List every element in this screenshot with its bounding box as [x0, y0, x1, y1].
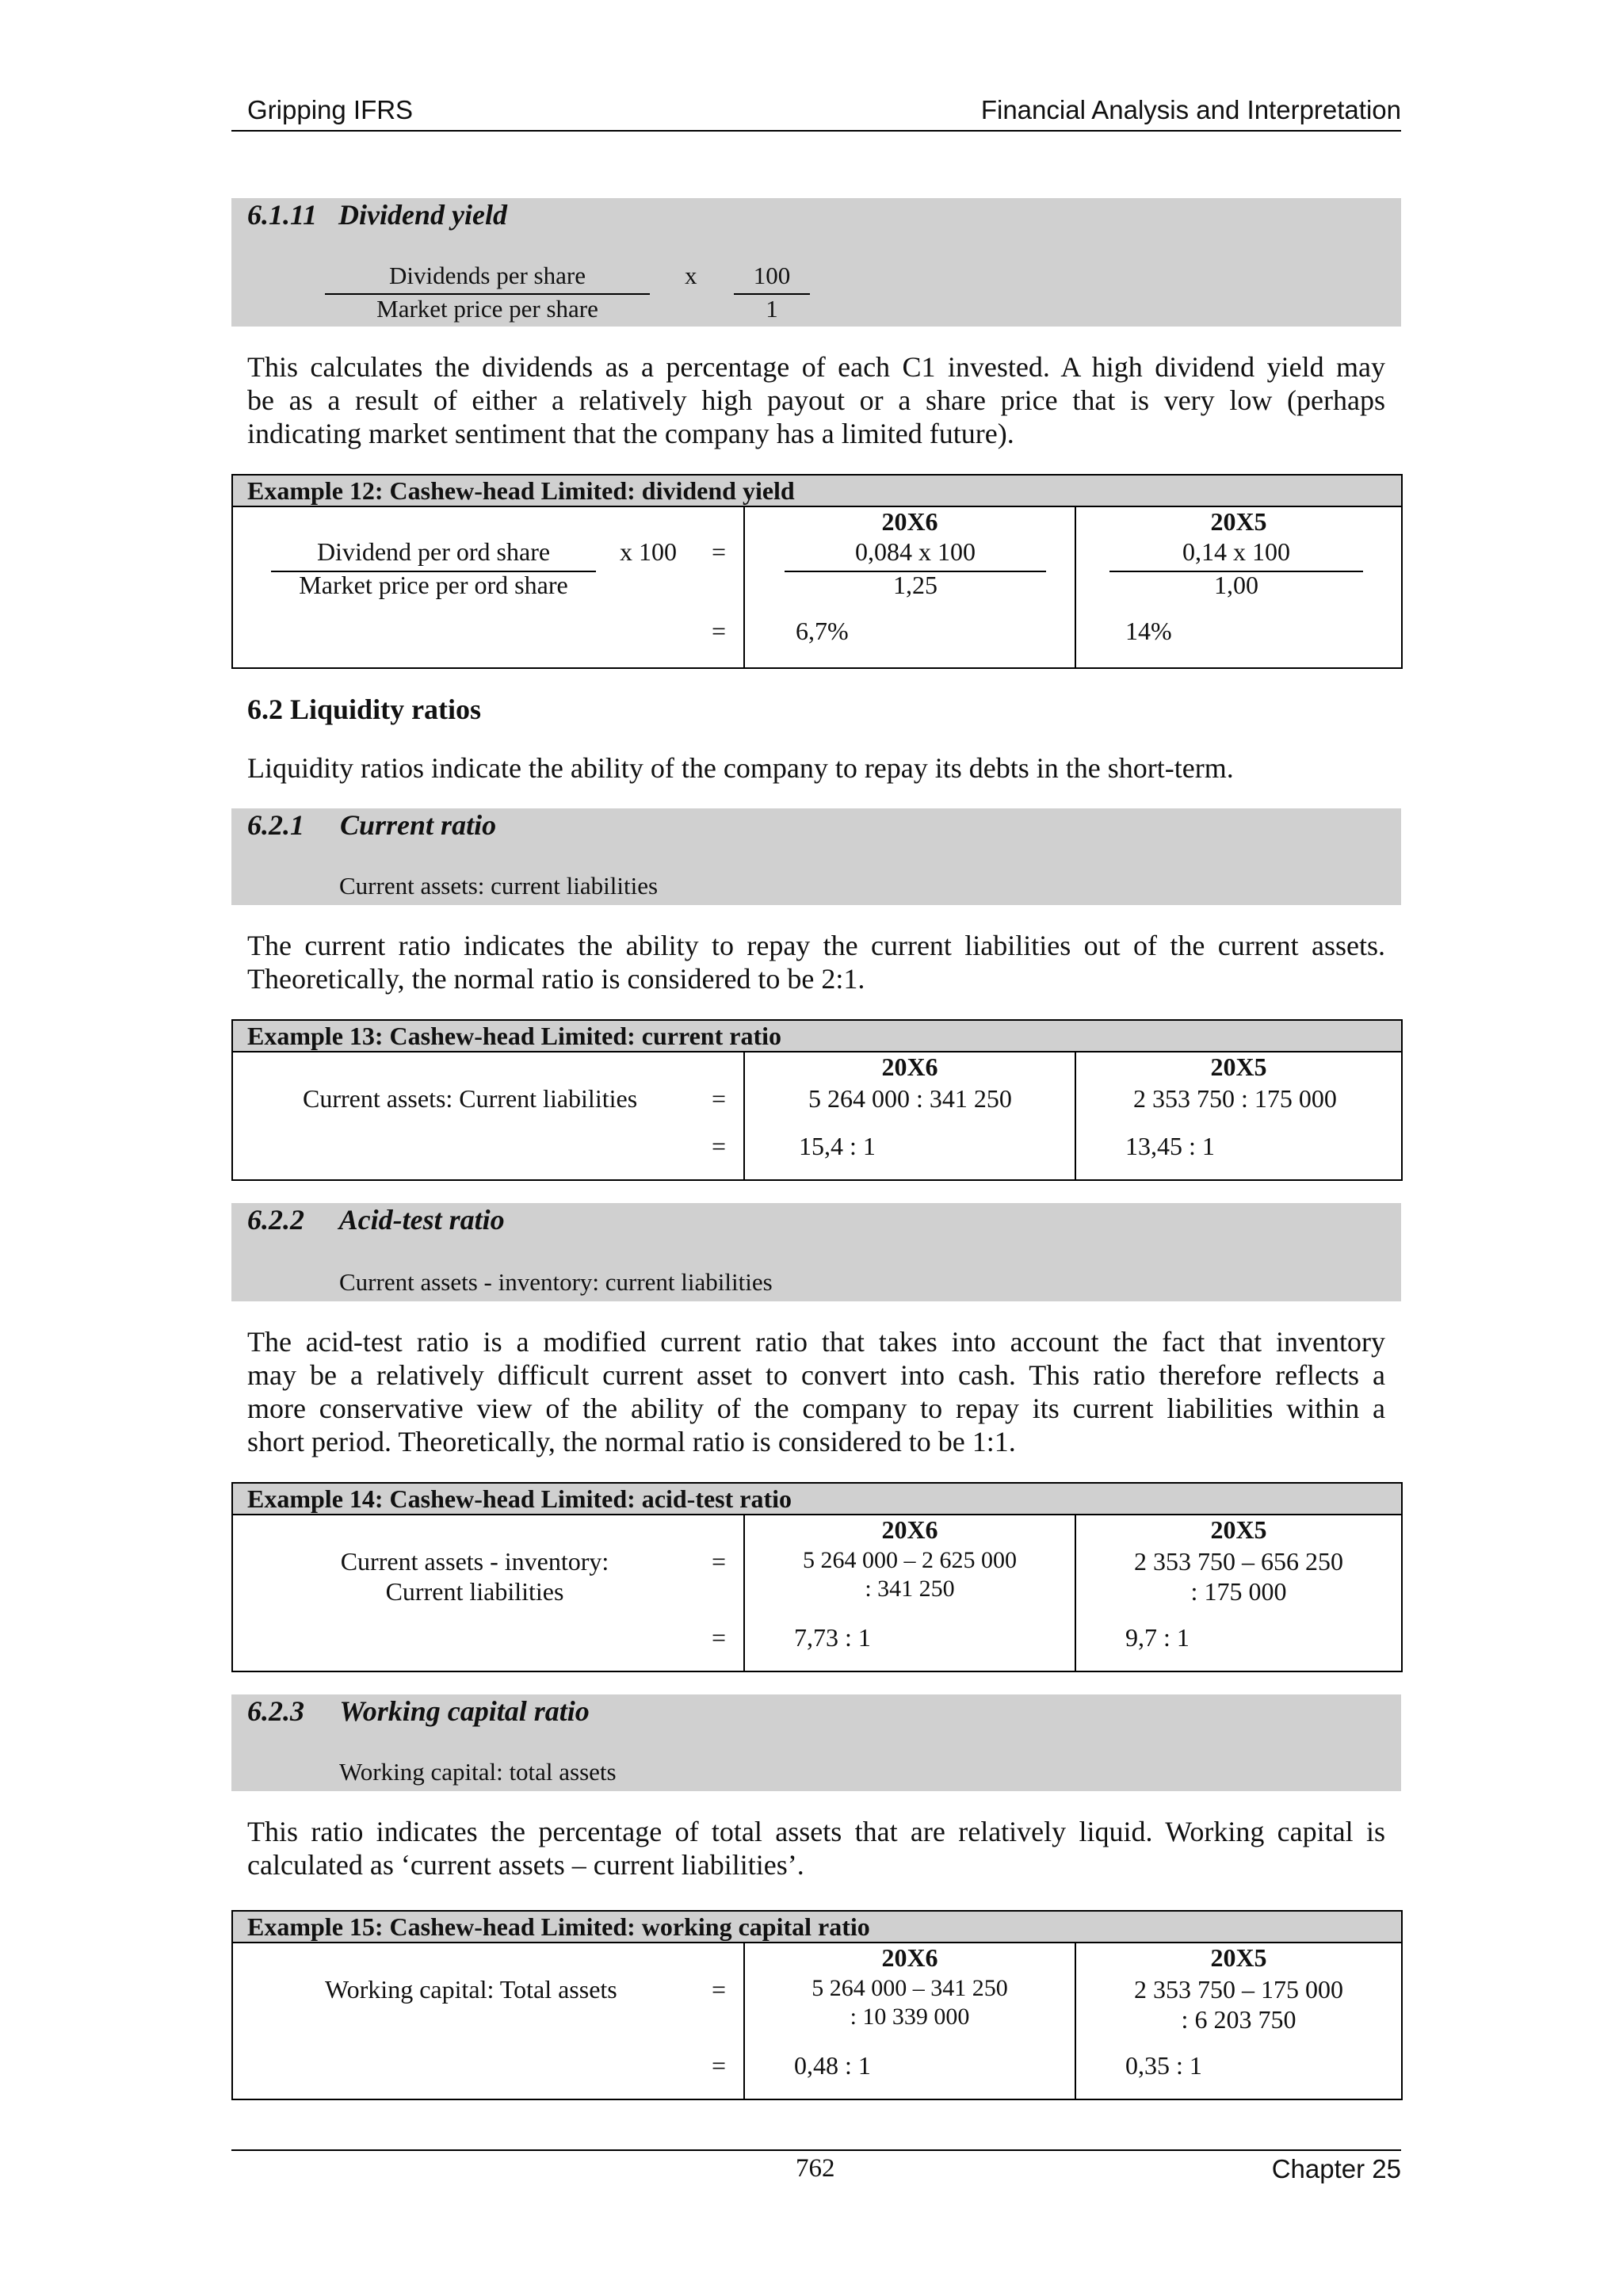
section-heading	[247, 808, 496, 842]
example-title: Example 12: Cashew-head Limited: dividend yield	[233, 476, 1401, 507]
page-header	[231, 94, 1401, 132]
formula: Current assets: current liabilities	[339, 872, 659, 900]
paragraph-line: This calculates the dividends as a percentage of each C1 invested. A high dividend yield may	[247, 351, 1385, 383]
column-header-20x5: 20X5	[1210, 1943, 1267, 1972]
calc-20x5-line1: 2 353 750 – 175 000	[1134, 1975, 1343, 2004]
column-header-20x5: 20X5	[1210, 1052, 1267, 1081]
section-working-capital-box	[231, 1694, 1401, 1791]
result-20x6: 7,73 : 1	[794, 1623, 871, 1652]
example-title: Example 15: Cashew-head Limited: working capital ratio	[233, 1912, 1401, 1943]
section-title: Working capital ratio	[339, 1695, 590, 1727]
column-header-20x6: 20X6	[881, 1943, 938, 1972]
paragraph-line: more conservative view of the ability of the company to repay its current liabilities within a	[247, 1392, 1385, 1424]
section-acid-test-box	[231, 1203, 1401, 1301]
equals-sign: =	[712, 617, 727, 645]
footer-chapter: Chapter 25	[1271, 2154, 1401, 2183]
equals-sign: =	[712, 1975, 727, 2004]
calc-20x5-line2: : 175 000	[1190, 1577, 1287, 1606]
formula-multiplier-denominator: 1	[766, 295, 778, 323]
ratio-label-line2: Current liabilities	[385, 1577, 564, 1606]
liquidity-paragraph	[247, 751, 1385, 785]
result-20x5: 0,35 : 1	[1125, 2051, 1202, 2080]
formula: Working capital: total assets	[339, 1758, 617, 1786]
paragraph-line: may be a relatively difficult current asset to convert into cash. This ratio therefore reflects a	[247, 1359, 1385, 1391]
result-20x5: 9,7 : 1	[1125, 1623, 1190, 1652]
column-header-20x6: 20X6	[881, 1052, 938, 1081]
paragraph-line: short period. Theoretically, the normal ratio is considered to be 1:1.	[247, 1426, 1016, 1457]
paragraph-line: Liquidity ratios indicate the ability of the company to repay its debts in the short-term.	[247, 752, 1234, 784]
calc-numerator-20x6: 0,084 x 100	[855, 537, 976, 566]
calc-denominator-20x6: 1,25	[893, 571, 938, 599]
calc-20x6-line2: : 10 339 000	[850, 2004, 970, 2030]
column-header-20x5: 20X5	[1210, 507, 1267, 536]
paragraph-line: Theoretically, the normal ratio is considered to be 2:1.	[247, 963, 865, 995]
section-title: Dividend yield	[338, 199, 507, 231]
example-14-table	[231, 1482, 1403, 1672]
calc-denominator-20x5: 1,00	[1214, 571, 1258, 599]
section-number: 6.2.1	[247, 809, 304, 841]
section-dividend-yield-box	[231, 198, 1401, 327]
ratio-label: Working capital: Total assets	[325, 1975, 617, 2004]
acid-test-paragraph	[247, 1325, 1385, 1458]
equals-sign: =	[712, 1132, 727, 1160]
paragraph-line: calculated as ‘current assets – current liabilities’.	[247, 1849, 804, 1881]
calc-20x6-line1: 5 264 000 – 341 250	[812, 1975, 1008, 2001]
result-20x5: 14%	[1125, 617, 1172, 645]
footer-rule	[231, 2149, 1401, 2151]
example-12-table	[231, 474, 1403, 669]
column-header-20x6: 20X6	[881, 507, 938, 536]
result-20x6: 0,48 : 1	[794, 2051, 871, 2080]
calc-20x6: 5 264 000 : 341 250	[808, 1084, 1012, 1113]
section-number: 6.1.11	[247, 199, 318, 231]
section-number: 6.2.3	[247, 1695, 304, 1727]
column-header-20x6: 20X6	[881, 1515, 938, 1544]
section-current-ratio-box	[231, 808, 1401, 905]
formula-denominator: Market price per share	[376, 295, 598, 323]
dividend-yield-paragraph	[247, 350, 1385, 450]
calc-20x5-line2: : 6 203 750	[1181, 2005, 1296, 2034]
ratio-label-line1: Current assets - inventory:	[340, 1547, 609, 1576]
calc-20x6-line1: 5 264 000 – 2 625 000	[803, 1547, 1017, 1573]
result-20x5: 13,45 : 1	[1125, 1132, 1215, 1160]
section-heading	[247, 1694, 590, 1728]
calc-numerator-20x5: 0,14 x 100	[1182, 537, 1290, 566]
paragraph-line: The acid-test ratio is a modified current ratio that takes into account the fact that inventory	[247, 1326, 1385, 1358]
result-20x6: 6,7%	[796, 617, 849, 645]
formula-times: x	[685, 262, 697, 289]
section-title: Acid-test ratio	[338, 1204, 505, 1236]
header-chapter-title: Financial Analysis and Interpretation	[980, 95, 1401, 124]
section-number: 6.2.2	[247, 1204, 304, 1236]
example-title: Example 14: Cashew-head Limited: acid-test ratio	[233, 1484, 1401, 1515]
section-heading-liquidity: 6.2 Liquidity ratios	[247, 693, 482, 725]
example-title: Example 13: Cashew-head Limited: current ratio	[233, 1021, 1401, 1052]
section-heading	[247, 1203, 505, 1236]
paragraph-line: be as a result of either a relatively high payout or a share price that is very low (perhaps	[247, 384, 1385, 416]
paragraph-line: The current ratio indicates the ability to repay the current liabilities out of the current assets.	[247, 930, 1385, 961]
formula-multiplier-numerator: 100	[753, 262, 791, 289]
result-20x6: 15,4 : 1	[799, 1132, 876, 1160]
equals-sign: =	[712, 537, 727, 566]
label-numerator: Dividend per ord share	[316, 537, 551, 566]
column-header-20x5: 20X5	[1210, 1515, 1267, 1544]
paragraph-line: This ratio indicates the percentage of total assets that are relatively liquid. Working capital is	[247, 1816, 1385, 1847]
page-number: 762	[796, 2154, 835, 2183]
working-capital-paragraph	[247, 1815, 1385, 1881]
example-15-table	[231, 1910, 1403, 2100]
section-title: Current ratio	[340, 809, 497, 841]
section-heading	[247, 198, 507, 231]
paragraph-line: indicating market sentiment that the company has a limited future).	[247, 418, 1014, 449]
formula-numerator: Dividends per share	[389, 262, 586, 289]
equals-sign: =	[712, 1623, 727, 1652]
header-book-title: Gripping IFRS	[247, 95, 414, 124]
current-ratio-paragraph	[247, 929, 1385, 995]
calc-20x5: 2 353 750 : 175 000	[1133, 1084, 1337, 1113]
formula: Current assets - inventory: current liabilities	[339, 1268, 773, 1296]
equals-sign: =	[712, 1084, 727, 1113]
label-times: x 100	[620, 537, 677, 566]
calc-20x6-line2: : 341 250	[865, 1576, 955, 1602]
equals-sign: =	[712, 1547, 727, 1576]
label-denominator: Market price per ord share	[299, 571, 568, 599]
ratio-label: Current assets: Current liabilities	[303, 1084, 638, 1113]
calc-20x5-line1: 2 353 750 – 656 250	[1134, 1547, 1343, 1576]
example-13-table	[231, 1019, 1403, 1181]
equals-sign: =	[712, 2051, 727, 2080]
